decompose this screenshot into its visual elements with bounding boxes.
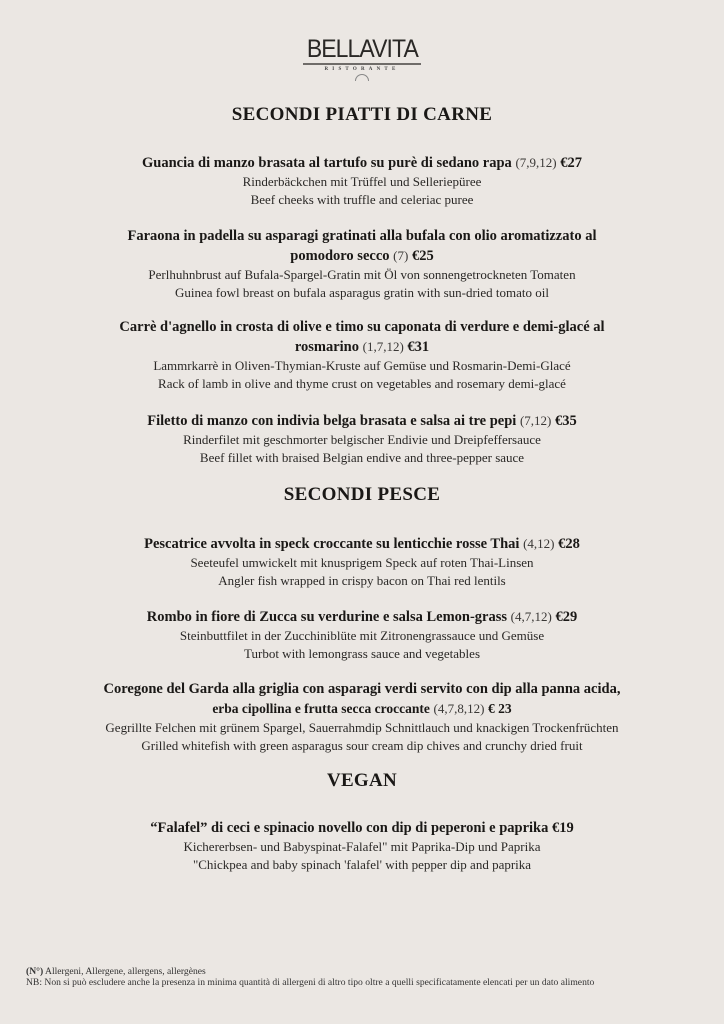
section-title-vegan: VEGAN: [326, 770, 398, 791]
allergen-codes: (4,12): [523, 536, 555, 551]
dish-price: € 23: [488, 701, 512, 716]
allergen-key-line: [26, 966, 594, 977]
dish-price: €19: [551, 820, 574, 836]
logo-divider: [303, 63, 421, 65]
dish-name-text: erba cipollina e frutta secca croccante: [212, 701, 430, 716]
dish-description-de: Perlhuhnbrust auf Bufala-Spargel-Gratin mit Öl von sonnengetrockneten Tomaten: [148, 267, 576, 282]
allergen-codes: (4,7,12): [510, 609, 552, 624]
dish-name-line1: Coregone del Garda alla griglia con asparagi verdi servito con dip alla panna acida,: [103, 681, 621, 697]
dish-item: [0, 534, 724, 590]
dish-name-text: Guancia di manzo brasata al tartufo su purè di sedano rapa: [142, 155, 512, 171]
logo-subtitle: RISTORANTE: [324, 67, 400, 72]
dish-price: €25: [411, 248, 434, 264]
allergen-key-symbol: (N°): [26, 966, 44, 977]
dish-item: [0, 153, 724, 209]
allergen-codes: (7,9,12): [515, 155, 557, 170]
restaurant-logo: [0, 36, 724, 81]
dish-price: €27: [560, 155, 582, 171]
dish-item: [0, 318, 724, 393]
allergen-key-label: Allergeni, Allergene, allergens, allergènes: [43, 966, 206, 977]
logo-arc-icon: [355, 74, 369, 81]
dish-description-de: Seeteufel umwickelt mit knusprigem Speck auf roten Thai-Linsen: [190, 555, 534, 570]
section-title-pesce: SECONDI PESCE: [283, 484, 441, 505]
dish-name-text: “Falafel” di ceci e spinacio novello con dip di peperoni e paprika: [150, 820, 549, 836]
dish-name: [0, 534, 724, 554]
dish-name-text: rosmarino: [294, 339, 359, 355]
dish-name-line1: Carrè d'agnello in crosta di olive e timo su caponata di verdure e demi-glacé al: [119, 319, 605, 335]
dish-name: [0, 411, 724, 431]
dish-name-text: Rombo in fiore di Zucca su verdurine e salsa Lemon-grass: [146, 609, 508, 625]
dish-description-de: Lammrkarrè in Oliven-Thymian-Kruste auf Gemüse und Rosmarin-Demi-Glacé: [153, 358, 571, 373]
allergen-codes: (1,7,12): [362, 339, 404, 354]
dish-price: €35: [555, 413, 577, 429]
dish-description-en: Angler fish wrapped in crispy bacon on Thai red lentils: [218, 573, 506, 588]
allergen-codes: (4,7,8,12): [433, 701, 485, 716]
dish-name-text: Filetto di manzo con indivia belga brasata e salsa ai tre pepi: [147, 413, 517, 429]
dish-name-text: pomodoro secco: [290, 248, 390, 264]
dish-item: [0, 819, 724, 874]
dish-name: [0, 607, 724, 627]
section-title-carne: SECONDI PIATTI DI CARNE: [231, 104, 493, 125]
dish-description-de: Rinderfilet mit geschmorter belgischer Endivie und Dreipfeffersauce: [183, 432, 541, 447]
allergen-codes: (7,12): [519, 413, 552, 428]
allergen-footer: [26, 966, 594, 988]
dish-name-text: Pescatrice avvolta in speck croccante su lenticchie rosse Thai: [144, 536, 520, 552]
dish-description-en: Grilled whitefish with green asparagus sour cream dip chives and crunchy dried fruit: [141, 738, 583, 753]
dish-price: €31: [407, 339, 430, 355]
allergen-disclaimer: NB: Non si può escludere anche la presenza in minima quantità di allergeni di altro tipo oltre a quelli specificatamente elencati per un dato alimento: [26, 977, 595, 988]
dish-description-en: Beef cheeks with truffle and celeriac puree: [250, 192, 474, 207]
dish-description-de: Kichererbsen- und Babyspinat-Falafel" mit Paprika-Dip und Paprika: [183, 839, 541, 854]
logo-wordmark: BELLAVITA: [306, 35, 418, 63]
allergen-codes: (7): [393, 248, 409, 263]
dish-name-line1: Faraona in padella su asparagi gratinati alla bufala con olio aromatizzato al: [127, 228, 597, 244]
dish-name: [0, 819, 724, 838]
dish-description-de: Rinderbäckchen mit Trüffel und Selleriepüree: [242, 174, 482, 189]
dish-name: [0, 153, 724, 173]
dish-description-en: "Chickpea and baby spinach 'falafel' with pepper dip and paprika: [192, 857, 532, 872]
dish-description-en: Guinea fowl breast on bufala asparagus gratin with sun-dried tomato oil: [174, 285, 549, 300]
dish-price: €29: [555, 609, 578, 625]
dish-description-en: Rack of lamb in olive and thyme crust on vegetables and rosemary demi-glacé: [158, 376, 566, 391]
dish-description-en: Turbot with lemongrass sauce and vegetables: [244, 646, 480, 661]
dish-item: [0, 607, 724, 663]
dish-name: [0, 227, 724, 266]
dish-name: [0, 680, 724, 719]
dish-description-de: Steinbuttfilet in der Zucchiniblüte mit Zitronengrassauce und Gemüse: [179, 628, 545, 643]
dish-description-de: Gegrillte Felchen mit grünem Spargel, Sauerrahmdip Schnittlauch und knackigen Trockenfrüchten: [105, 720, 619, 735]
dish-item: [0, 411, 724, 467]
dish-name: [0, 318, 724, 357]
dish-item: [0, 680, 724, 755]
dish-price: €28: [558, 536, 580, 552]
dish-item: [0, 227, 724, 302]
dish-description-en: Beef fillet with braised Belgian endive and three-pepper sauce: [199, 450, 525, 465]
